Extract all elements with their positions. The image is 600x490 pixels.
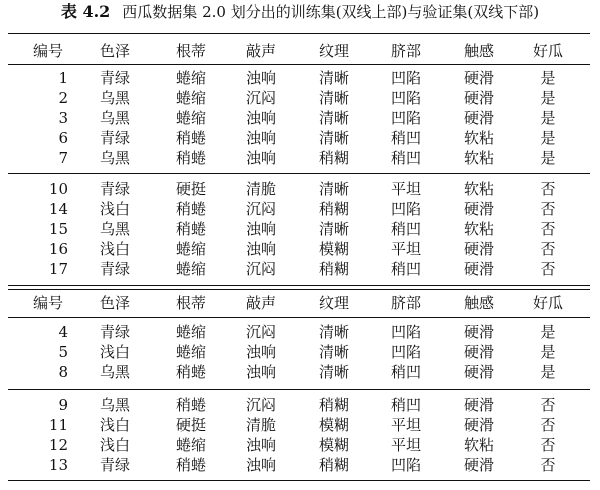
cell-touch: 硬滑 [463, 109, 494, 127]
header-cell-texture: 纹理 [318, 294, 349, 312]
cell-id: 8 [58, 363, 68, 381]
cell-sound: 清脆 [245, 180, 276, 198]
cell-texture: 清晰 [318, 89, 349, 107]
cell-label: 是 [540, 343, 556, 361]
cell-sound: 浊响 [245, 149, 276, 167]
cell-touch: 硬滑 [463, 200, 494, 218]
cell-touch: 软粘 [463, 149, 494, 167]
cell-root: 稍蜷 [175, 363, 206, 381]
cell-touch: 软粘 [463, 129, 494, 147]
cell-id: 9 [58, 396, 68, 414]
cell-sound: 浊响 [245, 240, 276, 258]
header-cell-sound: 敲声 [245, 42, 276, 60]
header-row [8, 293, 590, 313]
training-row [8, 199, 590, 219]
cell-id: 5 [58, 343, 68, 361]
table-rule [8, 285, 590, 286]
cell-label: 否 [540, 260, 556, 278]
cell-color: 浅白 [99, 436, 130, 454]
cell-navel: 凹陷 [390, 109, 421, 127]
cell-sound: 浊响 [245, 456, 276, 474]
training-row [8, 148, 590, 168]
cell-texture: 模糊 [318, 240, 349, 258]
cell-id: 11 [48, 416, 68, 434]
cell-id: 3 [58, 109, 68, 127]
header-cell-label: 好瓜 [532, 294, 563, 312]
cell-label: 是 [540, 89, 556, 107]
cell-root: 硬挺 [175, 416, 206, 434]
cell-touch: 硬滑 [463, 260, 494, 278]
cell-label: 否 [540, 240, 556, 258]
cell-touch: 硬滑 [463, 363, 494, 381]
header-cell-touch: 触感 [463, 42, 494, 60]
training-row [8, 128, 590, 148]
cell-label: 否 [540, 220, 556, 238]
cell-touch: 硬滑 [463, 343, 494, 361]
cell-root: 蜷缩 [175, 323, 206, 341]
cell-texture: 稍糊 [318, 149, 349, 167]
cell-texture: 清晰 [318, 180, 349, 198]
table-rule [8, 480, 590, 481]
header-cell-root: 根蒂 [175, 294, 206, 312]
cell-sound: 清脆 [245, 416, 276, 434]
cell-touch: 硬滑 [463, 456, 494, 474]
header-cell-root: 根蒂 [175, 42, 206, 60]
cell-color: 乌黑 [99, 149, 130, 167]
cell-label: 是 [540, 109, 556, 127]
table-number: 表 4.2 [60, 2, 111, 21]
cell-sound: 浊响 [245, 69, 276, 87]
table-rule [8, 173, 590, 174]
cell-root: 稍蜷 [175, 220, 206, 238]
cell-color: 青绿 [99, 180, 130, 198]
cell-texture: 稍糊 [318, 200, 349, 218]
cell-root: 稍蜷 [175, 456, 206, 474]
training-row [8, 179, 590, 199]
table-rule [8, 289, 590, 290]
cell-sound: 浊响 [245, 109, 276, 127]
cell-touch: 软粘 [463, 220, 494, 238]
cell-color: 浅白 [99, 416, 130, 434]
validation-row [8, 342, 590, 362]
cell-navel: 平坦 [390, 180, 421, 198]
cell-root: 蜷缩 [175, 240, 206, 258]
cell-navel: 凹陷 [390, 343, 421, 361]
cell-sound: 浊响 [245, 220, 276, 238]
cell-navel: 稍凹 [390, 149, 421, 167]
cell-texture: 清晰 [318, 69, 349, 87]
cell-touch: 硬滑 [463, 323, 494, 341]
validation-row [8, 395, 590, 415]
cell-color: 浅白 [99, 343, 130, 361]
cell-root: 稍蜷 [175, 129, 206, 147]
cell-touch: 硬滑 [463, 416, 494, 434]
cell-root: 蜷缩 [175, 436, 206, 454]
cell-label: 是 [540, 323, 556, 341]
cell-sound: 沉闷 [245, 396, 276, 414]
cell-id: 13 [48, 456, 68, 474]
training-row [8, 239, 590, 259]
cell-navel: 平坦 [390, 240, 421, 258]
cell-label: 是 [540, 69, 556, 87]
cell-touch: 硬滑 [463, 89, 494, 107]
cell-root: 蜷缩 [175, 109, 206, 127]
header-cell-color: 色泽 [99, 42, 130, 60]
cell-sound: 浊响 [245, 343, 276, 361]
training-row [8, 219, 590, 239]
cell-sound: 浊响 [245, 129, 276, 147]
cell-id: 1 [58, 69, 68, 87]
header-cell-texture: 纹理 [318, 42, 349, 60]
cell-root: 稍蜷 [175, 200, 206, 218]
cell-label: 否 [540, 456, 556, 474]
cell-color: 青绿 [99, 456, 130, 474]
cell-label: 否 [540, 200, 556, 218]
training-row [8, 259, 590, 279]
cell-id: 2 [58, 89, 68, 107]
training-row [8, 68, 590, 88]
cell-label: 是 [540, 129, 556, 147]
header-cell-id: 编号 [32, 294, 63, 312]
cell-navel: 稍凹 [390, 129, 421, 147]
header-cell-label: 好瓜 [532, 42, 563, 60]
cell-touch: 硬滑 [463, 240, 494, 258]
cell-id: 15 [48, 220, 68, 238]
cell-sound: 沉闷 [245, 200, 276, 218]
cell-navel: 稍凹 [390, 260, 421, 278]
cell-root: 蜷缩 [175, 343, 206, 361]
cell-touch: 软粘 [463, 180, 494, 198]
training-row [8, 88, 590, 108]
cell-label: 否 [540, 416, 556, 434]
validation-row [8, 435, 590, 455]
cell-sound: 沉闷 [245, 323, 276, 341]
cell-texture: 稍糊 [318, 456, 349, 474]
cell-sound: 沉闷 [245, 89, 276, 107]
cell-label: 是 [540, 363, 556, 381]
validation-row [8, 322, 590, 342]
header-cell-color: 色泽 [99, 294, 130, 312]
cell-navel: 凹陷 [390, 69, 421, 87]
cell-texture: 清晰 [318, 363, 349, 381]
table-title: 西瓜数据集 2.0 划分出的训练集(双线上部)与验证集(双线下部) [122, 3, 540, 21]
header-cell-navel: 脐部 [390, 42, 421, 60]
validation-row [8, 415, 590, 435]
cell-id: 12 [48, 436, 68, 454]
cell-root: 稍蜷 [175, 396, 206, 414]
cell-texture: 稍糊 [318, 260, 349, 278]
cell-color: 浅白 [99, 240, 130, 258]
cell-id: 17 [48, 260, 68, 278]
cell-id: 16 [48, 240, 68, 258]
cell-touch: 硬滑 [463, 69, 494, 87]
cell-color: 乌黑 [99, 396, 130, 414]
cell-texture: 模糊 [318, 436, 349, 454]
header-row [8, 41, 590, 61]
cell-navel: 凹陷 [390, 323, 421, 341]
cell-texture: 清晰 [318, 129, 349, 147]
cell-id: 7 [58, 149, 68, 167]
cell-texture: 清晰 [318, 220, 349, 238]
validation-row [8, 455, 590, 475]
cell-navel: 凹陷 [390, 200, 421, 218]
cell-navel: 凹陷 [390, 456, 421, 474]
cell-color: 乌黑 [99, 220, 130, 238]
cell-color: 浅白 [99, 200, 130, 218]
cell-color: 青绿 [99, 69, 130, 87]
cell-label: 否 [540, 180, 556, 198]
header-cell-id: 编号 [32, 42, 63, 60]
cell-root: 蜷缩 [175, 260, 206, 278]
training-row [8, 108, 590, 128]
cell-color: 乌黑 [99, 109, 130, 127]
cell-label: 否 [540, 436, 556, 454]
cell-navel: 平坦 [390, 436, 421, 454]
cell-texture: 稍糊 [318, 396, 349, 414]
cell-color: 青绿 [99, 323, 130, 341]
header-cell-touch: 触感 [463, 294, 494, 312]
cell-root: 蜷缩 [175, 89, 206, 107]
table-rule [8, 389, 590, 390]
cell-label: 是 [540, 149, 556, 167]
cell-touch: 硬滑 [463, 396, 494, 414]
cell-navel: 稍凹 [390, 220, 421, 238]
cell-color: 青绿 [99, 129, 130, 147]
cell-texture: 模糊 [318, 416, 349, 434]
validation-row [8, 362, 590, 382]
cell-sound: 沉闷 [245, 260, 276, 278]
cell-touch: 软粘 [463, 436, 494, 454]
header-cell-sound: 敲声 [245, 294, 276, 312]
table-rule [8, 317, 590, 318]
cell-label: 否 [540, 396, 556, 414]
cell-color: 青绿 [99, 260, 130, 278]
cell-id: 4 [58, 323, 68, 341]
cell-color: 乌黑 [99, 363, 130, 381]
table-caption [0, 2, 600, 22]
cell-root: 蜷缩 [175, 69, 206, 87]
cell-id: 6 [58, 129, 68, 147]
cell-sound: 浊响 [245, 436, 276, 454]
cell-sound: 浊响 [245, 363, 276, 381]
table-rule [8, 33, 590, 34]
cell-color: 乌黑 [99, 89, 130, 107]
cell-texture: 清晰 [318, 109, 349, 127]
cell-navel: 凹陷 [390, 89, 421, 107]
cell-id: 14 [48, 200, 68, 218]
table-rule [8, 64, 590, 65]
cell-navel: 平坦 [390, 416, 421, 434]
cell-id: 10 [48, 180, 68, 198]
cell-root: 稍蜷 [175, 149, 206, 167]
cell-root: 硬挺 [175, 180, 206, 198]
cell-texture: 清晰 [318, 323, 349, 341]
cell-navel: 稍凹 [390, 363, 421, 381]
cell-texture: 清晰 [318, 343, 349, 361]
header-cell-navel: 脐部 [390, 294, 421, 312]
cell-navel: 稍凹 [390, 396, 421, 414]
